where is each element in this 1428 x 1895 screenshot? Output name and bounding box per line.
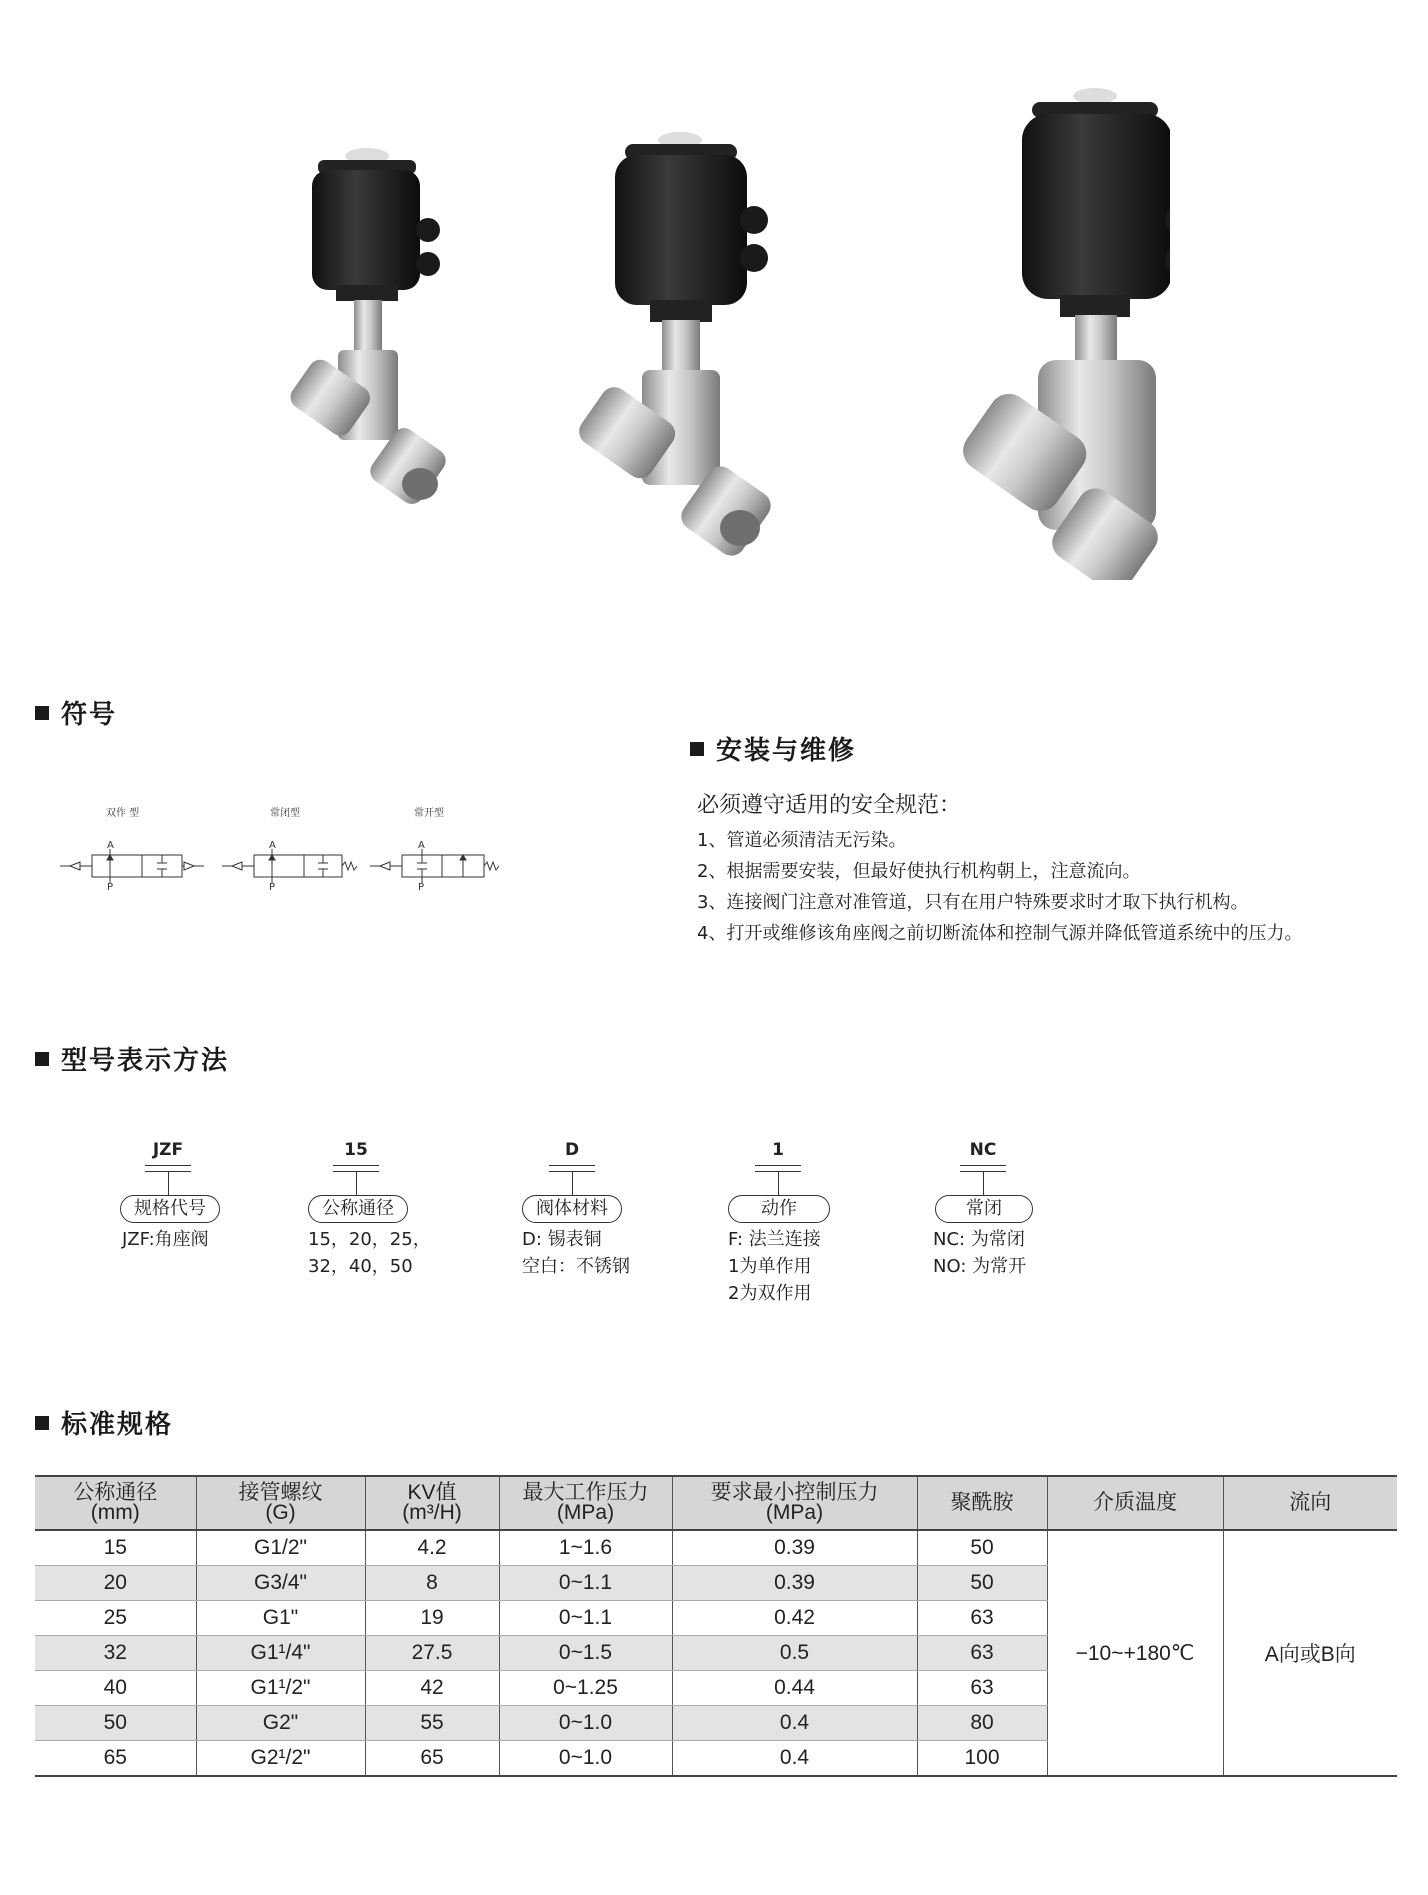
- cell: 0.4: [672, 1706, 917, 1741]
- cell: 80: [917, 1706, 1047, 1741]
- symbol3-port-a: A: [418, 840, 425, 851]
- cell: 65: [365, 1741, 499, 1777]
- header-thread: 接管螺纹 (G): [196, 1476, 365, 1530]
- model-connector: [778, 1171, 779, 1195]
- cell: 4.2: [365, 1530, 499, 1566]
- cell: 15: [35, 1530, 196, 1566]
- install-lead: 必须遵守适用的安全规范：: [697, 793, 962, 818]
- model-underline: [333, 1165, 379, 1166]
- symbol-label-normally-open: 常开型: [414, 808, 444, 819]
- cell: 63: [917, 1636, 1047, 1671]
- cell: 0.39: [672, 1530, 917, 1566]
- install-instructions: [697, 790, 1302, 949]
- valve-large-image: [955, 88, 1170, 580]
- valve-small-image: [286, 148, 451, 509]
- header-kv: KV值 (m³/H): [365, 1476, 499, 1530]
- header-flow: 流向: [1223, 1476, 1397, 1530]
- model-code-1: 1: [772, 1140, 784, 1160]
- model-code-15: 15: [344, 1140, 368, 1160]
- cell: G1": [196, 1601, 365, 1636]
- model-code-nc: NC: [969, 1140, 997, 1160]
- cell: 100: [917, 1741, 1047, 1777]
- normally-closed-symbol: [222, 849, 357, 883]
- model-name-pill: 公称通径: [308, 1195, 408, 1223]
- cell: 0.5: [672, 1636, 917, 1671]
- model-name-pill: 常闭: [935, 1195, 1033, 1223]
- cell: 8: [365, 1566, 499, 1601]
- model-name-pill: 规格代号: [120, 1195, 220, 1223]
- cell: 50: [917, 1530, 1047, 1566]
- cell: 0~1.0: [499, 1741, 672, 1777]
- header-nominal-diameter: 公称通径 (mm): [35, 1476, 196, 1530]
- cell: 0~1.5: [499, 1636, 672, 1671]
- cell: G2¹/2": [196, 1741, 365, 1777]
- model-connector: [983, 1171, 984, 1195]
- cell: 0~1.1: [499, 1566, 672, 1601]
- model-underline: [145, 1165, 191, 1166]
- cell: G1/2": [196, 1530, 365, 1566]
- cell: 0~1.1: [499, 1601, 672, 1636]
- symbol2-port-p: P: [269, 882, 276, 893]
- cell: 63: [917, 1601, 1047, 1636]
- cell: 65: [35, 1741, 196, 1777]
- model-code-jzf: JZF: [152, 1140, 184, 1160]
- spec-section-title: 标准规格: [35, 1404, 173, 1441]
- valve-medium-image: [574, 132, 776, 561]
- symbol1-port-p: P: [107, 882, 114, 893]
- install-item: 2、根据需要安装，但最好使执行机构朝上，注意流向。: [697, 861, 1141, 882]
- bullet-square-icon: [35, 706, 49, 720]
- model-underline: [960, 1165, 1006, 1166]
- bullet-square-icon: [35, 1416, 49, 1430]
- double-acting-symbol: [60, 849, 204, 883]
- spec-header-row: [35, 1476, 1397, 1530]
- symbol-label-normally-closed: 常闭型: [270, 808, 300, 819]
- spec-table: [35, 1475, 1397, 1777]
- valve-symbols-diagram: [60, 835, 510, 895]
- cell: G1¹/2": [196, 1671, 365, 1706]
- normally-open-symbol: [370, 849, 499, 883]
- cell: 55: [365, 1706, 499, 1741]
- cell: 63: [917, 1671, 1047, 1706]
- cell: 40: [35, 1671, 196, 1706]
- cell: 0.39: [672, 1566, 917, 1601]
- cell: 20: [35, 1566, 196, 1601]
- cell: 42: [365, 1671, 499, 1706]
- flow-cell: A向或B向: [1223, 1530, 1397, 1776]
- install-item: 4、打开或维修该角座阀之前切断流体和控制气源并降低管道系统中的压力。: [697, 923, 1303, 944]
- bullet-square-icon: [35, 1052, 49, 1066]
- cell: 0.42: [672, 1601, 917, 1636]
- symbol2-port-a: A: [269, 840, 276, 851]
- table-row: [35, 1530, 1397, 1566]
- model-desc: D: 锡表铜 空白：不锈钢: [522, 1229, 630, 1277]
- header-max-pressure: 最大工作压力 (MPa): [499, 1476, 672, 1530]
- symbol-label-double-acting: 双作 型: [106, 808, 140, 819]
- model-underline: [755, 1165, 801, 1166]
- symbol3-port-p: P: [418, 882, 425, 893]
- cell: 0~1.0: [499, 1706, 672, 1741]
- cell: 1~1.6: [499, 1530, 672, 1566]
- model-desc: F: 法兰连接 1为单作用 2为双作用: [728, 1229, 821, 1304]
- cell: 19: [365, 1601, 499, 1636]
- model-code-d: D: [564, 1140, 580, 1160]
- cell: 27.5: [365, 1636, 499, 1671]
- cell: 50: [35, 1706, 196, 1741]
- bullet-square-icon: [690, 742, 704, 756]
- install-item: 1、管道必须清洁无污染。: [697, 830, 907, 851]
- model-connector: [356, 1171, 357, 1195]
- symbols-section-title: 符号: [35, 694, 117, 731]
- cell: 50: [917, 1566, 1047, 1601]
- cell: G3/4": [196, 1566, 365, 1601]
- cell: G1¹/4": [196, 1636, 365, 1671]
- cell: 32: [35, 1636, 196, 1671]
- model-name-pill: 阀体材料: [522, 1195, 622, 1223]
- cell: 0.44: [672, 1671, 917, 1706]
- product-photos: [270, 80, 1170, 580]
- temperature-cell: −10~+180℃: [1047, 1530, 1223, 1776]
- cell: 0.4: [672, 1741, 917, 1777]
- install-item: 3、连接阀门注意对准管道，只有在用户特殊要求时才取下执行机构。: [697, 892, 1249, 913]
- header-temperature: 介质温度: [1047, 1476, 1223, 1530]
- symbol1-port-a: A: [107, 840, 114, 851]
- model-desc: 15，20，25， 32，40，50: [308, 1229, 431, 1277]
- model-section-title: 型号表示方法: [35, 1040, 229, 1077]
- model-desc: NC: 为常闭 NO: 为常开: [933, 1229, 1027, 1277]
- header-min-control-pressure: 要求最小控制压力 (MPa): [672, 1476, 917, 1530]
- install-section-title: 安装与维修: [690, 730, 856, 767]
- cell: G2": [196, 1706, 365, 1741]
- model-connector: [572, 1171, 573, 1195]
- model-underline: [549, 1165, 595, 1166]
- cell: 25: [35, 1601, 196, 1636]
- model-desc: JZF:角座阀: [122, 1229, 209, 1250]
- model-connector: [168, 1171, 169, 1195]
- header-polyamide: 聚酰胺: [917, 1476, 1047, 1530]
- cell: 0~1.25: [499, 1671, 672, 1706]
- model-name-pill: 动作: [728, 1195, 830, 1223]
